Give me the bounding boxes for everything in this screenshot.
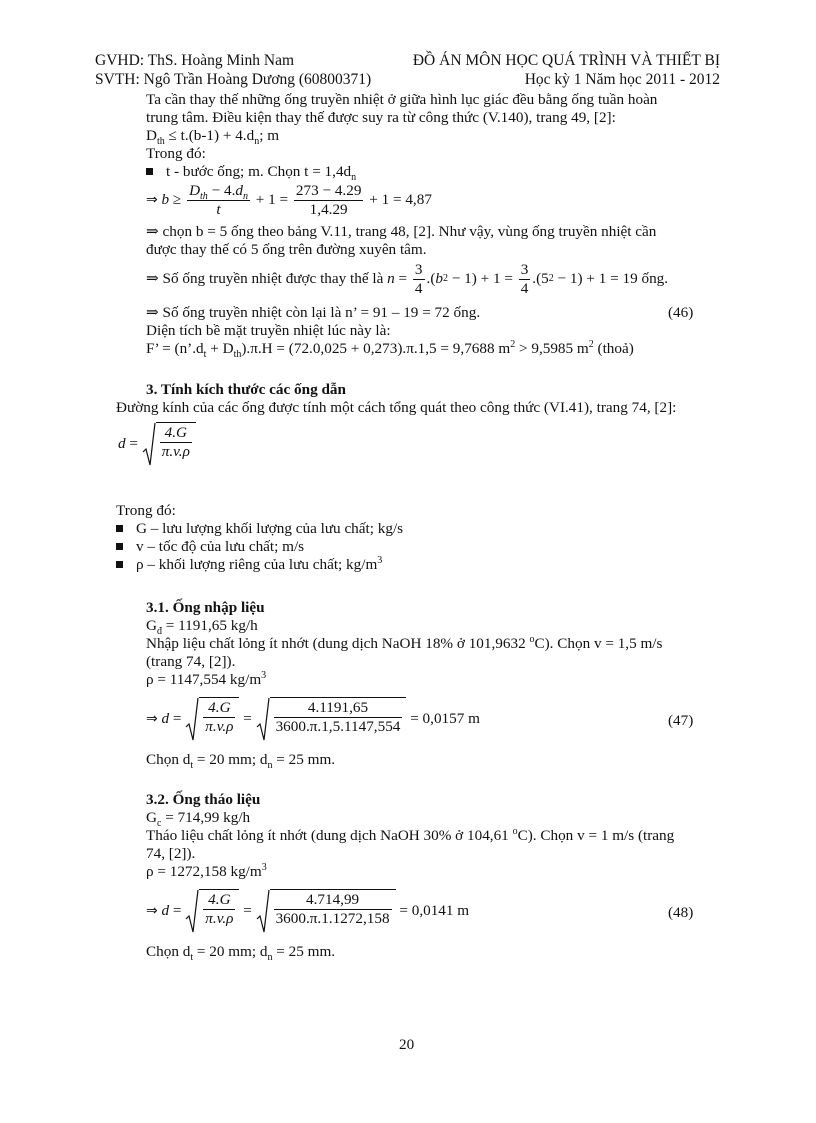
discharge-density: ρ = 1272,158 $kg/m^3$	[146, 861, 267, 880]
formula-d-discharge: ⇒ d = $\frac{4.G}{\pi.v.\rho}$ = $\frac{4.714,99}{3600.\pi.1.1272,158}$ = 0,0141 m	[146, 882, 469, 940]
implies-icon: ⇒	[146, 192, 158, 208]
formula-n: ⇒ Số ống truyền nhiệt được thay thế là n = $\frac{3}{4}$ .( b 2 − 1) + 1 = $\frac{3}{4}$ .(5 2 − 1) + 1 = 19 ống.	[146, 260, 669, 297]
radical-icon	[142, 422, 156, 466]
implies-icon: ⇒	[146, 903, 158, 919]
where-label-1: Trong đó:	[146, 145, 206, 162]
replacement-condition: $D_{th} \le t.(b-1) + 4.d_n$; m	[146, 127, 280, 148]
radical-icon	[256, 697, 270, 741]
bullet-v: v – tốc độ của lưu chất; m/s	[116, 538, 304, 556]
bullet-G: G – lưu lượng khối lượng của lưu chất; kg/s	[116, 520, 403, 538]
radical-icon	[256, 889, 270, 933]
section-3-title: 3. Tính kích thước các ống dẫn	[146, 381, 346, 398]
bullet-icon	[146, 168, 153, 175]
section-3-description: Đường kính của các ống được tính một cách tổng quát theo công thức (VI.41), trang 74, [2]:	[116, 399, 677, 416]
equation-number-47: (47)	[668, 712, 694, 729]
bullet-pitch: t - bước ống; m. Chọn $t = 1,4d_n$	[146, 163, 356, 181]
discharge-choice: Chọn $d_t = 20$ mm; $d_n = 25$ mm.	[146, 943, 336, 964]
intro-line-2: trung tâm. Điều kiện thay thế được suy ra từ công thức (V.140), trang 49, [2]:	[146, 109, 616, 126]
feed-flow: $G_đ = 1191,65$ kg/h	[146, 617, 258, 638]
feed-choice: Chọn $d_t = 20$ mm; $d_n = 25$ mm.	[146, 751, 336, 772]
subsection-3-1-title: 3.1. Ống nhập liệu	[146, 599, 265, 616]
where-label-2: Trong đó:	[116, 502, 176, 519]
subsection-3-2-title: 3.2. Ống tháo liệu	[146, 791, 261, 808]
remaining-tubes: ⇒ Số ống truyền nhiệt còn lại là n’ = 91 – 19 = 72 ống.	[146, 304, 481, 321]
feed-desc-1: Nhập liệu chất lỏng ít nhớt (dung dịch NaOH 18% ở 101,9632 $^o$C). Chọn v = 1,5 m/s	[146, 633, 663, 652]
area-label: Diện tích bề mặt truyền nhiệt lúc này là:	[146, 322, 391, 339]
intro-line-1: Ta cần thay thế những ống truyền nhiệt ở giữa hình lục giác đều bằng ống tuần hoàn	[146, 91, 658, 108]
feed-desc-2: (trang 74, [2]).	[146, 653, 236, 670]
feed-density: ρ = 1147,554 $kg/m^3$	[146, 669, 267, 688]
equation-number-48: (48)	[668, 904, 694, 921]
header-course: ĐỒ ÁN MÔN HỌC QUÁ TRÌNH VÀ THIẾT BỊ	[412, 52, 720, 69]
choose-b-2: được thay thế có 5 ống trên đường xuyên tâm.	[146, 241, 427, 258]
formula-d-feed: ⇒ d = $\frac{4.G}{\pi.v.\rho}$ = $\frac{4.1191,65}{3600.\pi.1,5.1147,554}$ = 0,0157 m	[146, 690, 480, 748]
bullet-rho: ρ – khối lượng riêng của lưu chất; $kg/m^3$	[116, 556, 382, 574]
bullet-icon	[116, 525, 123, 532]
discharge-desc-1: Tháo liệu chất lỏng ít nhớt (dung dịch NaOH 30% ở 104,61 $^o$C). Chọn v = 1 m/s (trang	[146, 825, 675, 844]
choose-b-1: ⇒ chọn b = 5 ống theo bảng V.11, trang 48, [2]. Như vậy, vùng ống truyền nhiệt cần	[146, 223, 657, 240]
header-student: SVTH: Ngô Trần Hoàng Dương (60800371)	[95, 71, 372, 88]
page-number: 20	[399, 1036, 415, 1053]
bullet-icon	[116, 543, 123, 550]
header-advisor: GVHD: ThS. Hoàng Minh Nam	[95, 52, 295, 69]
radical-icon	[185, 697, 199, 741]
discharge-flow: $G_c = 714,99$ kg/h	[146, 809, 251, 830]
header-semester: Học kỳ 1 Năm học 2011 - 2012	[524, 71, 720, 88]
formula-d-general: d = $\frac{4.G}{\pi.v.\rho}$	[118, 421, 196, 467]
equation-number-46: (46)	[668, 304, 694, 321]
implies-icon: ⇒	[146, 711, 158, 727]
formula-b: ⇒ b ≥ $\frac{D_{th} - 4.d_n}{t}$ + 1 = $\frac{273 - 4.29}{1,4.29}$ + 1 = 4,87	[146, 181, 432, 218]
bullet-icon	[116, 561, 123, 568]
radical-icon	[185, 889, 199, 933]
area-formula: F’ = $(n’.d_t + D_{th}).\pi.H = (72.0,025 + 0,273).\pi.1,5 = 9,7688$ $m^2 > 9,5985$ $m^2$ (thoả)	[146, 338, 634, 361]
discharge-desc-2: 74, [2]).	[146, 845, 196, 862]
